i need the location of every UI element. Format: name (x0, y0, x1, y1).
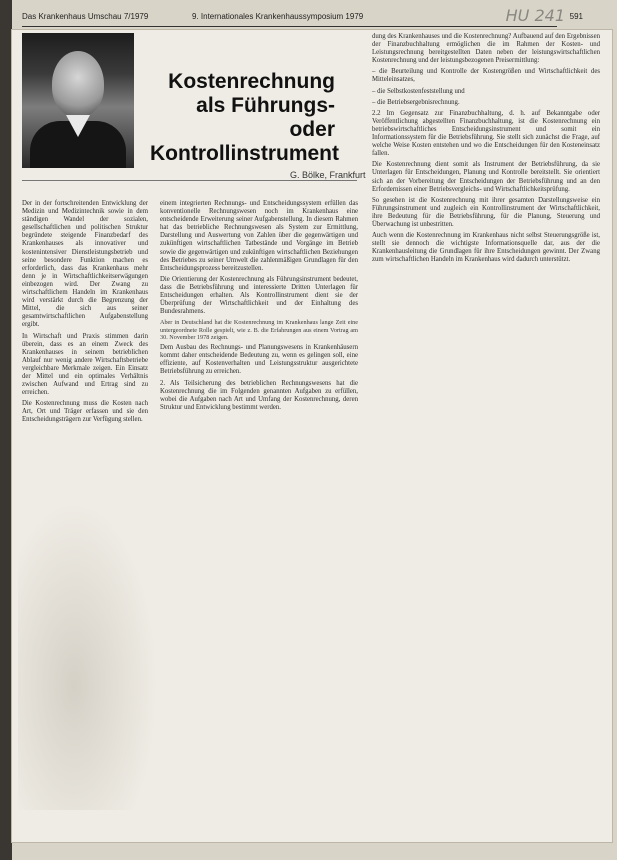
binding-edge (0, 0, 12, 860)
col3-paragraph: 2.2 Im Gegensatz zur Finanzbuchhaltung, d. h. auf Bekanntgabe oder Veröffentlichung abgestellten Finanzbuchhaltung, ist die Kostenrechnung ein betriebswirtschaftliches Entscheidungsinstrument und somit ein Informationssystem für die Betriebsführung. Sie stellt sich zunächst die Frage, auf welche Weise Kosten entstehen und wo die Entscheidungen für den Kosteneinsatz fallen. (372, 109, 600, 158)
handwritten-note: HU 241 (505, 6, 565, 25)
col2-quote: Aber in Deutschland hat die Kostenrechnung im Krankenhaus lange Zeit eine untergeordnete Rolle gespielt, wie z. B. die Erfahrungen aus einem Vortrag am 30. November 1978 zeigen. (160, 319, 358, 341)
col3-list-item: – die Selbstkostenfeststellung und (372, 87, 465, 95)
col2-paragraph: Die Orientierung der Kostenrechnung als Führungsinstrument bedeutet, dass die Betriebsführung und interessierte Dritten Unterlagen für Entscheidungen erhalten. Als Kontrollinstrument dient sie der Überprüfung der Wirtschaftlichkeit und der Einhaltung des Bundesrahmens. (160, 275, 358, 316)
column-1 (22, 200, 148, 428)
article-author: G. Bölke, Frankfurt (290, 170, 366, 180)
article-title: Kostenrechnung als Führungs- oder Kontrollinstrument (150, 70, 339, 165)
col3-paragraph: Die Kostenrechnung dient somit als Instrument der Betriebsführung, da sie Unterlagen für Entscheidungen, Planung und Kontrolle bereitstellt. Sie orientiert sich an der Vorbereitung der Entscheidungen der Betriebsführung und an den Erfordernissen einer Betriebsvergleichs- und Wirtschaftlichkeitsprüfung. (372, 161, 600, 193)
col3-list-item: – die Beurteilung und Kontrolle der Kostengrößen und Wirtschaftlichkeit des Mitteleinsatzes, (372, 68, 600, 84)
column-2 (160, 200, 358, 415)
author-photo (22, 33, 134, 168)
col3-paragraph: So gesehen ist die Kostenrechnung mit ihrer gesamten Darstellungsweise ein Führungsinstrument und zugleich ein Kontrollinstrument der Wirtschaftlichkeit, ihre Bedeutung für die Betriebsführung, für die Planung, Steuerung und Überwachung ist unbestritten. (372, 196, 600, 228)
header-rule (22, 26, 557, 27)
col1-paragraph: In Wirtschaft und Praxis stimmen darin überein, dass es an einem Zweck des Krankenhauses in seinem betrieblichen Ablauf nur wenig andere Wirtschaftsbetriebe vergleichbare Merkmale zeigen. Ein Einsatz der Mittel und ein optimales Verhältnis zwischen Aufwand und Ertrag sind zu erreichen. (22, 332, 148, 397)
journal-name: Das Krankenhaus Umschau 7/1979 (22, 12, 149, 21)
column-3 (372, 33, 600, 267)
event-title: 9. Internationales Krankenhaussymposium 1979 (192, 12, 364, 21)
col1-paragraph: Die Kostenrechnung muss die Kosten nach Art, Ort und Träger erfassen und sie den Entscheidungsträgern zur Verfügung stellen. (22, 400, 148, 424)
face-shape (52, 51, 104, 117)
col2-paragraph: 2. Als Teilsicherung des betrieblichen Rechnungswesens hat die Kostenrechnung die im Folgenden genannten Aufgaben zu erfüllen, wobei die Aufgaben nach Art und Umfang der Kostenrechnung, deren Struktur und Entwicklung bestimmt werden. (160, 379, 358, 411)
col1-paragraph: Der in der fortschreitenden Entwicklung der Medizin und Medizintechnik sowie in dem ständigen Wandel der sozialen, gesellschaftlichen und politischen Struktur begründete steigende Finanzbedarf des Krankenhauses als innovativer und kostenintensiver Dienstleistungsbetrieb und seine besondere Funktion machen es erforderlich, dass das Krankenhaus mehr denn je in Wirtschaftlichkeitserwägungen einbezogen wird. Der Zwang zu wirtschaftlichem Handeln im Krankenhaus wird verstärkt durch die Begrenzung der Mittel, die sich aus seiner gesamtwirtschaftlichen Aufgabenstellung ergibt. (22, 200, 148, 329)
col2-paragraph: einem integrierten Rechnungs- und Entscheidungssystem erfüllen das konventionelle Rechnungswesen noch im Krankenhaus eine entscheidende Erweiterung seiner Aufgabenstellung. In diesem Rahmen hat das betriebliche Rechnungswesen als System zur Ermittlung, Darstellung und Auswertung von Zahlen über die gegenwärtigen und zukünftigen wirtschaftlichen Tatbestände und Vorgänge im Betrieb sowie die gegenwärtigen und zukünftigen wirtschaftlichen Beziehungen des Betriebes zu seiner Umwelt die zahlenmäßigen Grundlagen für den Entscheidungsprozess bereitzustellen. (160, 200, 358, 272)
section-separator (22, 180, 357, 181)
col3-list-item: – die Betriebsergebnisrechnung. (372, 98, 460, 106)
col2-paragraph: Dem Ausbau des Rechnungs- und Planungswesens in Krankenhäusern kommt daher entscheidende Bedeutung zu, wenn es gelingen soll, eine effiziente, auf Kostenverhalten und Leistungsstruktur ausgerichtete Betriebsführung zu erreichen. (160, 344, 358, 376)
col3-paragraph: Auch wenn die Kostenrechnung im Krankenhaus nicht selbst Steuerungsgröße ist, stellt sie dennoch die wichtigste Informationsquelle dar, aus der die Krankenhausleitung die Grundlagen für ihre Entscheidungen gewinnt. Der Zwang zum wirtschaftlichen Handeln im Krankenhaus wird dadurch unterstützt. (372, 232, 600, 264)
col3-paragraph: dung des Krankenhauses und die Kostenrechnung? Aufbauend auf den Ergebnissen der Finanzbuchhaltung ermöglichen die im Rahmen der Kosten- und Leistungsrechnung bereitgestellten Daten neben der leistungswirtschaftlichen Kostenrechnung und der leistungsbezogenen Preisermittlung: (372, 33, 600, 65)
page-number: 591 (569, 12, 583, 21)
page-header (22, 6, 603, 26)
